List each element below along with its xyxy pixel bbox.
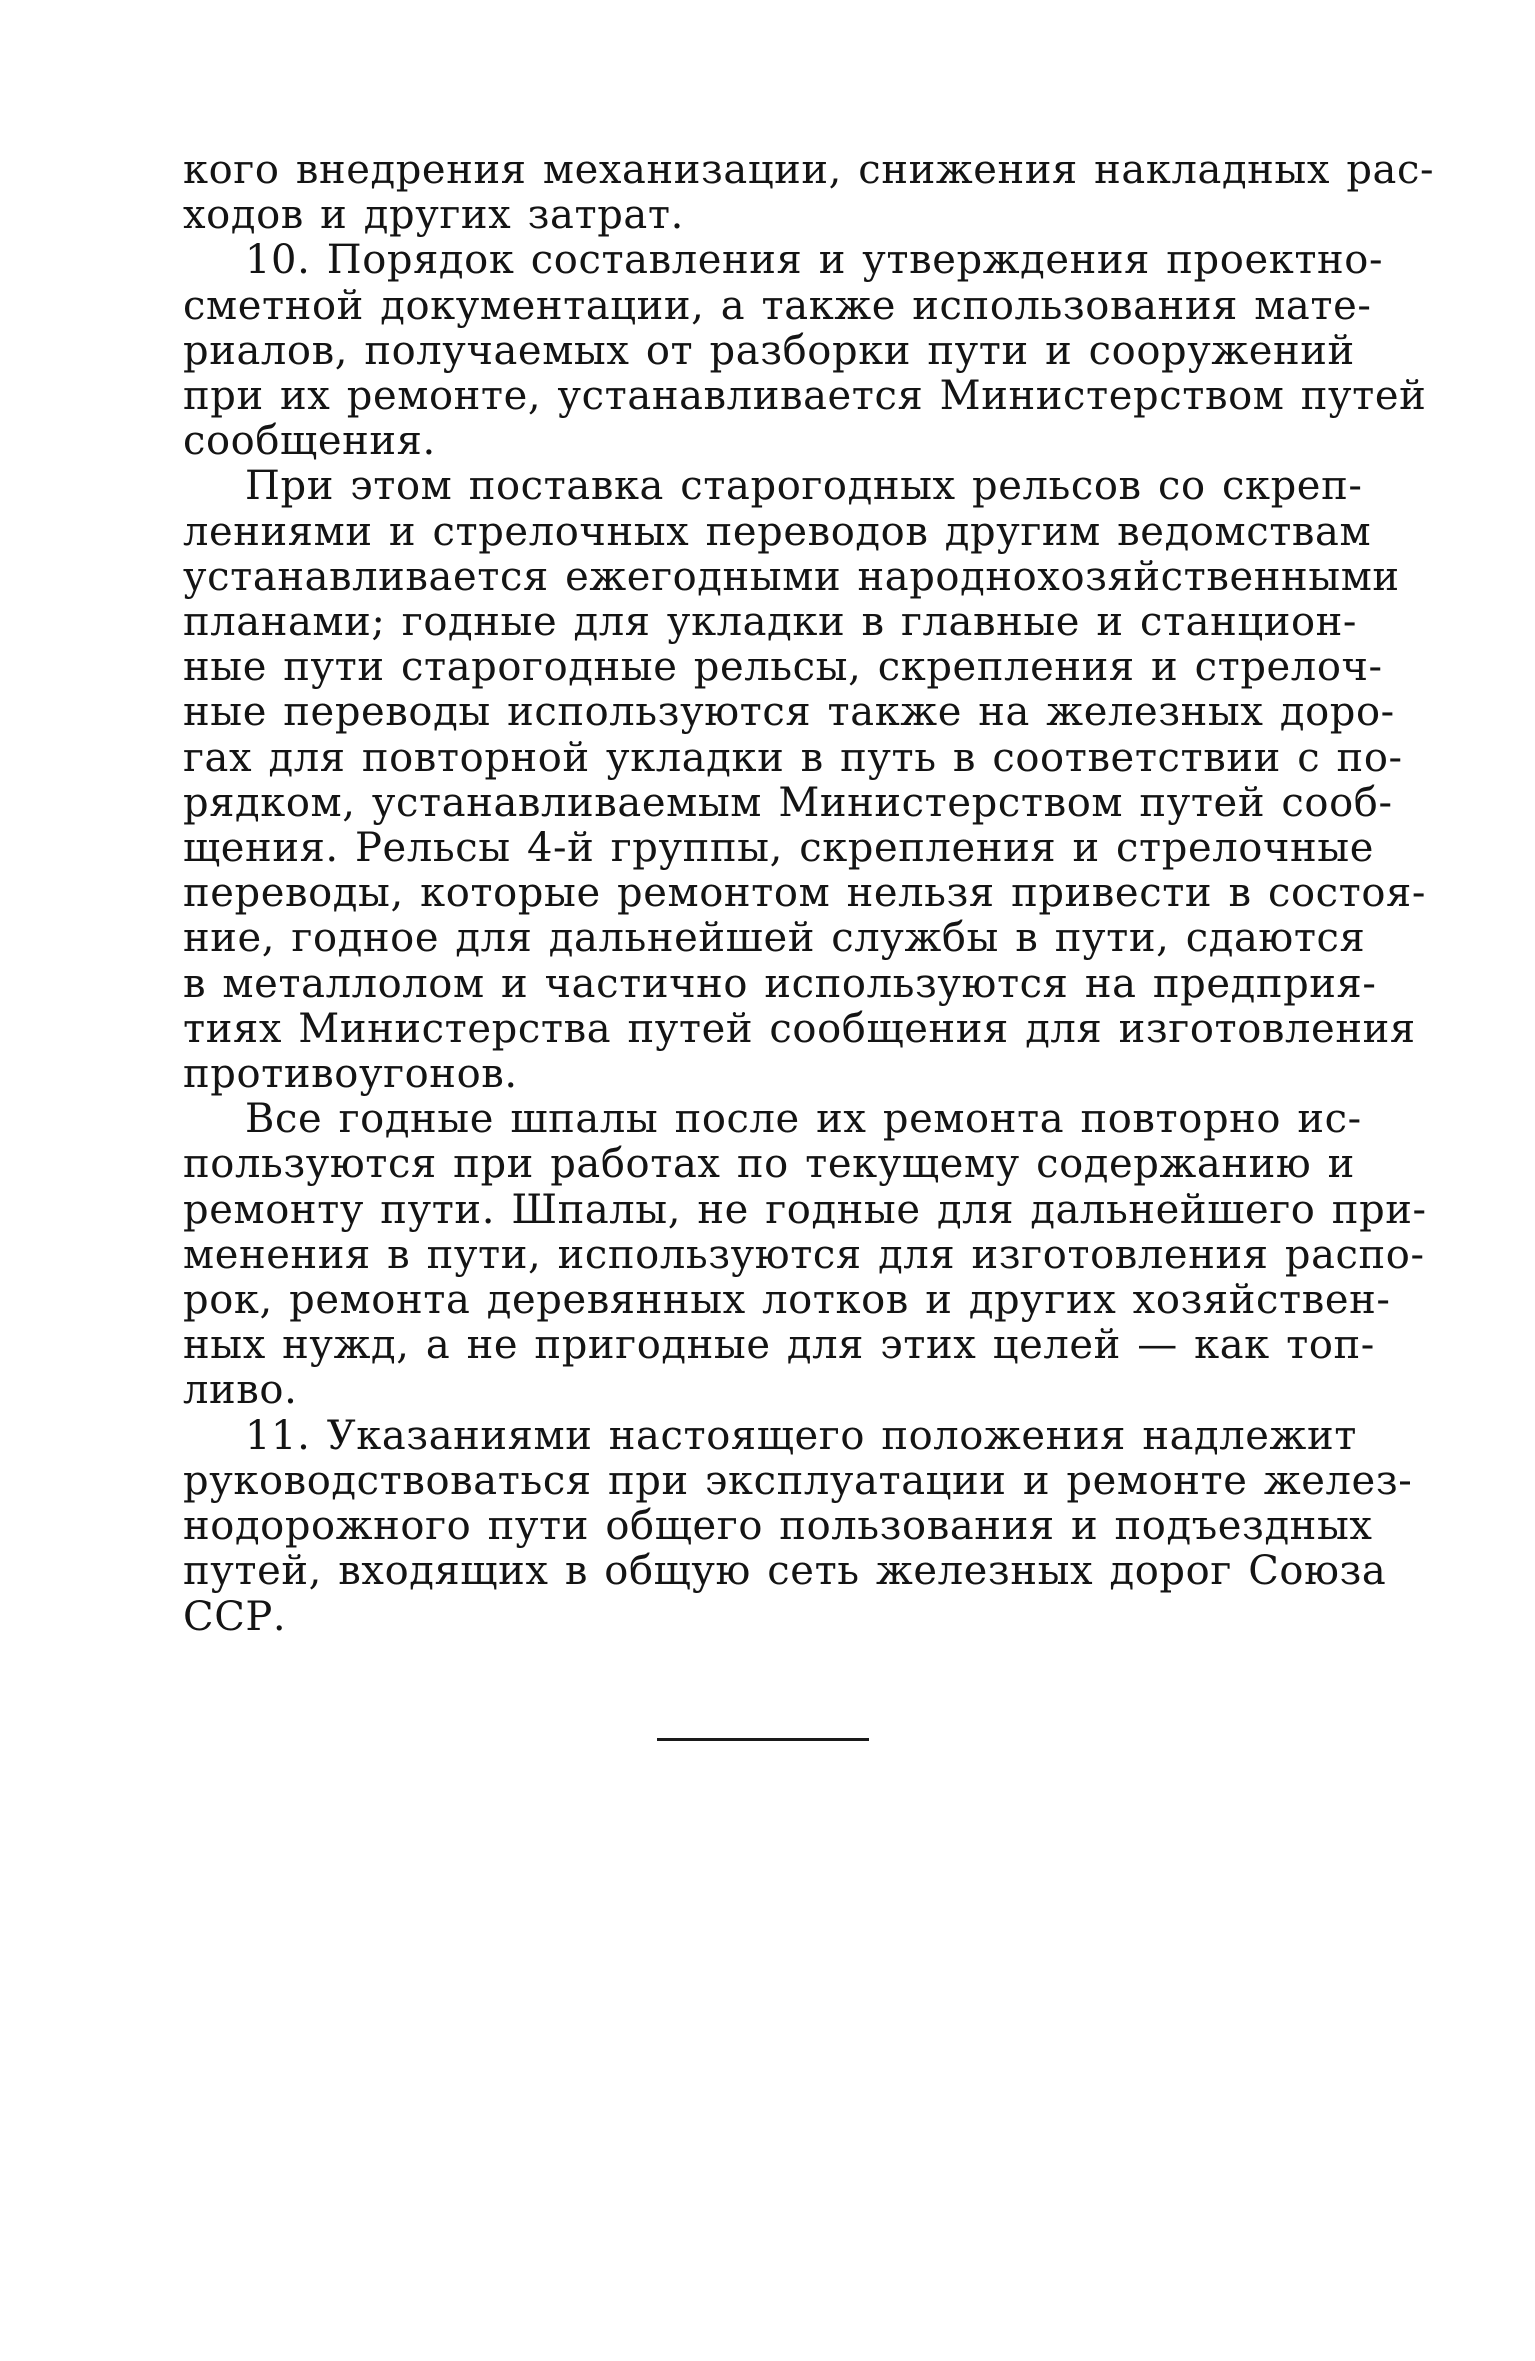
text-line: менения в пути, используются для изготовления распо- xyxy=(183,1231,1425,1278)
text-line: пользуются при работах по текущему содержанию и xyxy=(183,1141,1355,1188)
paragraph-10 xyxy=(183,237,1427,465)
paragraph-sleepers xyxy=(183,1096,1427,1414)
text-line: сообщения. xyxy=(183,418,436,465)
body-text xyxy=(183,147,1435,1640)
text-line: переводы, которые ремонтом нельзя привести в состоя- xyxy=(183,870,1426,917)
text-line: гах для повторной укладки в путь в соответствии с по- xyxy=(183,734,1403,781)
text-line: устанавливается ежегодными народнохозяйственными xyxy=(183,553,1400,600)
text-line: рок, ремонта деревянных лотков и других хозяйствен- xyxy=(183,1277,1391,1324)
text-line: путей, входящих в общую сеть железных дорог Союза xyxy=(183,1548,1387,1595)
paragraph-rails-supply xyxy=(183,463,1426,1098)
text-line: тиях Министерства путей сообщения для изготовления xyxy=(183,1005,1416,1052)
text-line: ние, годное для дальнейшей службы в пути, сдаются xyxy=(183,915,1366,962)
text-line: риалов, получаемых от разборки пути и сооружений xyxy=(183,327,1355,374)
text-line: 11. Указаниями настоящего положения надлежит xyxy=(245,1412,1357,1459)
text-line: сметной документации, а также использования мате- xyxy=(183,282,1372,329)
text-line: 10. Порядок составления и утверждения проектно- xyxy=(245,237,1384,284)
text-line: ных нужд, а не пригодные для этих целей — как топ- xyxy=(183,1322,1375,1369)
text-line: ные пути старогодные рельсы, скрепления и стрелоч- xyxy=(183,644,1383,691)
text-line: Все годные шпалы после их ремонта повторно ис- xyxy=(245,1096,1362,1143)
text-line: щения. Рельсы 4-й группы, скрепления и стрелочные xyxy=(183,825,1374,872)
text-line: ССР. xyxy=(183,1593,287,1640)
text-line: ные переводы используются также на железных доро- xyxy=(183,689,1395,736)
text-line: противоугонов. xyxy=(183,1051,518,1098)
text-line: ходов и других затрат. xyxy=(183,192,684,239)
paragraph-11 xyxy=(183,1412,1413,1640)
text-line: ремонту пути. Шпалы, не годные для дальнейшего при- xyxy=(183,1186,1427,1233)
text-line: руководствоваться при эксплуатации и ремонте желез- xyxy=(183,1457,1413,1504)
text-line: ливо. xyxy=(183,1367,298,1414)
text-line: лениями и стрелочных переводов другим ведомствам xyxy=(183,508,1372,555)
text-line: планами; годные для укладки в главные и станцион- xyxy=(183,599,1358,646)
paragraph-continuation xyxy=(183,147,1435,239)
text-line: рядком, устанавливаемым Министерством путей сооб- xyxy=(183,779,1393,826)
text-line: кого внедрения механизации, снижения накладных рас- xyxy=(183,147,1435,193)
text-line: в металлолом и частично используются на предприя- xyxy=(183,960,1377,1007)
text-line: При этом поставка старогодных рельсов со скреп- xyxy=(245,463,1363,510)
end-separator-rule xyxy=(657,1738,869,1741)
text-line: при их ремонте, устанавливается Министерством путей xyxy=(183,373,1427,420)
text-line: нодорожного пути общего пользования и подъездных xyxy=(183,1503,1373,1550)
